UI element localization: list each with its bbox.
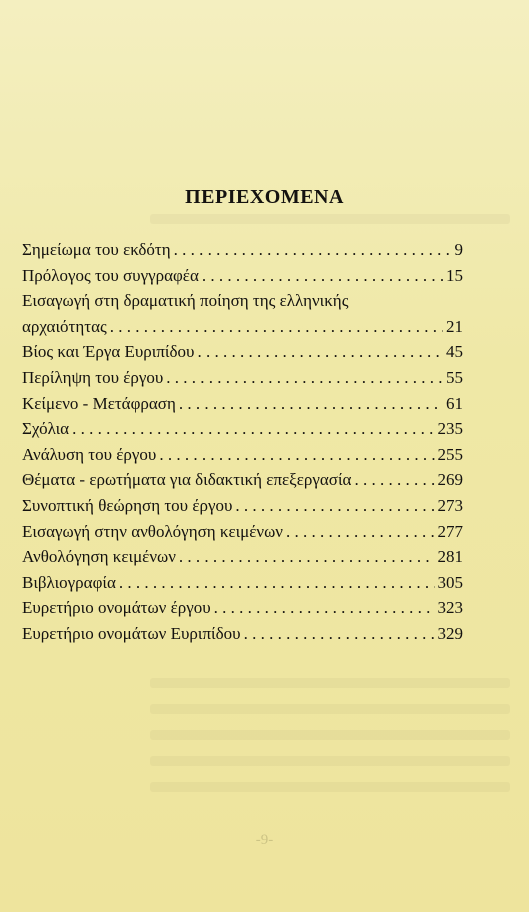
toc-entry [22, 467, 463, 493]
toc-entry [22, 237, 463, 263]
toc-entry-title: Θέματα - ερωτήματα για διδακτική επεξεργασία [22, 470, 352, 490]
toc-entry [22, 442, 463, 468]
show-through-line [150, 756, 510, 766]
dot-leader [202, 263, 443, 289]
toc-entry-page: 15 [446, 265, 463, 285]
toc-entry-title: Εισαγωγή στην ανθολόγηση κειμένων [22, 521, 283, 541]
toc-entry [22, 314, 463, 340]
toc-entry-title: Περίληψη του έργου [22, 367, 164, 387]
toc-entry-page: 323 [437, 598, 463, 618]
toc-entry-page: 45 [446, 342, 463, 362]
dot-leader [72, 416, 434, 442]
toc-entry-title: Σημείωμα του εκδότη [22, 240, 171, 259]
toc-entry [22, 595, 463, 621]
toc-entry [22, 544, 463, 570]
dot-leader [235, 493, 434, 519]
toc-entry-title: Βίος και Έργα Ευριπίδου [22, 342, 195, 362]
toc-entry-page: 61 [446, 393, 463, 413]
toc-entry [22, 621, 463, 647]
toc-entry-page: 235 [437, 419, 463, 439]
show-through-line [150, 678, 510, 688]
toc-entry-title: Ευρετήριο ονομάτων Ευριπίδου [22, 623, 241, 643]
toc-entry-title: Σχόλια [22, 419, 70, 439]
toc-entry-title: Ανάλυση του έργου [22, 444, 157, 464]
page-title: ΠΕΡΙΕΧΟΜΕΝΑ [185, 186, 344, 208]
toc-entry-page: 329 [437, 623, 463, 643]
toc-entry-page: 55 [446, 367, 463, 387]
toc-entry-page: 255 [437, 444, 463, 464]
dot-leader [174, 237, 452, 263]
toc-entry-page: 281 [437, 547, 463, 567]
toc-entry-page: 21 [446, 316, 463, 336]
dot-leader [179, 544, 435, 570]
toc-entry-page: 305 [437, 572, 463, 592]
toc-entry [22, 263, 463, 289]
toc-entry [22, 391, 463, 417]
toc-entry-title: Ευρετήριο ονομάτων έργου [22, 598, 211, 618]
dot-leader [179, 391, 443, 417]
dot-leader [214, 595, 435, 621]
toc-entry-title-line2: αρχαιότητας [22, 316, 107, 336]
table-of-contents [22, 237, 463, 647]
toc-entry-title: Ανθολόγηση κειμένων [22, 547, 176, 567]
dot-leader [119, 570, 435, 596]
dot-leader [244, 621, 435, 647]
toc-entry [22, 570, 463, 596]
toc-entry-title-line1: Εισαγωγή στη δραματική ποίηση της ελληνικής [22, 291, 349, 311]
toc-entry-title: Κείμενο - Μετάφραση [22, 393, 176, 413]
toc-entry [22, 519, 463, 545]
toc-entry-page: 273 [437, 495, 463, 515]
toc-entry [22, 493, 463, 519]
toc-entry [22, 365, 463, 391]
dot-leader [159, 442, 434, 468]
dot-leader [354, 467, 434, 493]
dot-leader [166, 365, 443, 391]
toc-entry-title: Βιβλιογραφία [22, 572, 116, 592]
show-through-line [150, 730, 510, 740]
toc-entry-page: 269 [437, 470, 463, 490]
page-number: -9- [255, 832, 274, 848]
show-through-line [150, 704, 510, 714]
toc-entry [22, 339, 463, 365]
toc-entry-page: 9 [454, 240, 463, 259]
show-through-line [150, 782, 510, 792]
toc-entry-page: 277 [437, 521, 463, 541]
show-through-line [150, 214, 510, 224]
dot-leader [197, 339, 443, 365]
toc-entry-title: Συνοπτική θεώρηση του έργου [22, 495, 233, 515]
dot-leader [286, 519, 435, 545]
toc-entry-title: Πρόλογος του συγγραφέα [22, 265, 199, 285]
dot-leader [110, 314, 443, 340]
toc-entry [22, 416, 463, 442]
